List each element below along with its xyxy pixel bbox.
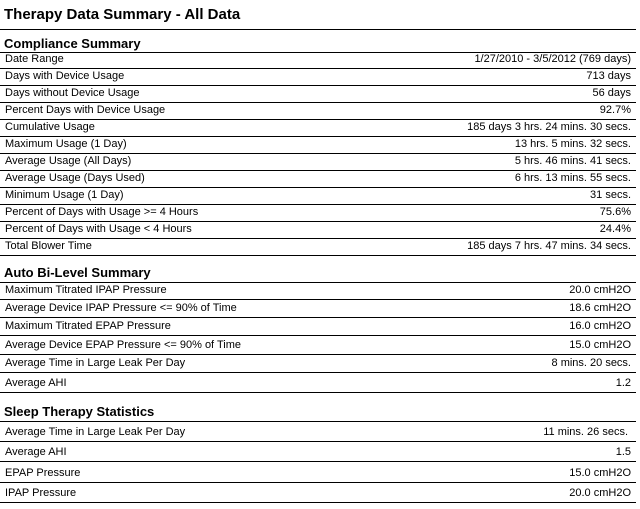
row-label: Days with Device Usage [5,70,125,82]
table-row [0,336,636,355]
table-row [0,421,636,442]
row-value: 13 hrs. 5 mins. 32 secs. [514,138,631,150]
row-value: 24.4% [599,223,631,235]
table-row [0,483,636,503]
row-label: Date Range [5,53,64,65]
table-row [0,205,636,222]
row-value: 18.6 cmH2O [569,302,631,314]
table-row [0,373,636,393]
row-label: Percent of Days with Usage < 4 Hours [5,223,192,235]
page-title: Therapy Data Summary - All Data [4,6,241,23]
row-label: Average Time in Large Leak Per Day [5,426,186,438]
row-label: EPAP Pressure [5,467,81,479]
row-label: Average AHI [5,377,67,389]
row-value: 5 hrs. 46 mins. 41 secs. [514,155,631,167]
row-label: Average Time in Large Leak Per Day [5,357,186,369]
table-row [0,52,636,69]
row-value: 56 days [592,87,631,99]
row-label: Average AHI [5,446,67,458]
row-value: 1.2 [615,377,631,389]
row-label: Percent Days with Device Usage [5,104,166,116]
table-row [0,69,636,86]
row-value: 1/27/2010 - 3/5/2012 (769 days) [474,53,631,65]
row-value: 185 days 3 hrs. 24 mins. 30 secs. [467,121,631,133]
title-divider [0,29,636,30]
row-value: 8 mins. 20 secs. [551,357,631,369]
table-row [0,154,636,171]
section-title-sleep-therapy-statistics: Sleep Therapy Statistics [4,404,155,419]
table-row [0,442,636,462]
row-value: 713 days [586,70,631,82]
row-value: 92.7% [599,104,631,116]
row-label: Average Device EPAP Pressure <= 90% of Time [5,339,242,351]
row-value: 15.0 cmH2O [569,467,631,479]
table-row [0,300,636,318]
table-row [0,462,636,483]
table-row [0,318,636,336]
table-row [0,120,636,137]
row-value: 20.0 cmH2O [569,487,631,499]
row-value: 15.0 cmH2O [569,339,631,351]
table-row [0,137,636,154]
row-label: Cumulative Usage [5,121,95,133]
section-title-auto-bi-level-summary: Auto Bi-Level Summary [4,265,151,280]
table-row [0,355,636,373]
row-label: Percent of Days with Usage >= 4 Hours [5,206,199,218]
row-label: Average Usage (All Days) [5,155,132,167]
table-row [0,103,636,120]
section-title-compliance-summary: Compliance Summary [4,36,141,51]
row-value: 16.0 cmH2O [569,320,631,332]
row-value: 1.5 [615,446,631,458]
row-label: Average Device IPAP Pressure <= 90% of Time [5,302,237,314]
table-row [0,86,636,103]
row-label: Minimum Usage (1 Day) [5,189,124,201]
row-label: Days without Device Usage [5,87,140,99]
table-row [0,239,636,256]
row-label: Maximum Titrated IPAP Pressure [5,284,167,296]
row-value: 6 hrs. 13 mins. 55 secs. [514,172,631,184]
table-row [0,171,636,188]
row-label: IPAP Pressure [5,487,77,499]
row-label: Total Blower Time [5,240,92,252]
row-label: Maximum Usage (1 Day) [5,138,127,150]
table-row [0,222,636,239]
table-row [0,188,636,205]
row-value: 185 days 7 hrs. 47 mins. 34 secs. [467,240,631,252]
row-label: Maximum Titrated EPAP Pressure [5,320,171,332]
table-row [0,282,636,300]
row-value: 11 mins. 26 secs. [543,426,628,438]
row-label: Average Usage (Days Used) [5,172,145,184]
row-value: 75.6% [599,206,631,218]
row-value: 20.0 cmH2O [569,284,631,296]
row-value: 31 secs. [590,189,631,201]
